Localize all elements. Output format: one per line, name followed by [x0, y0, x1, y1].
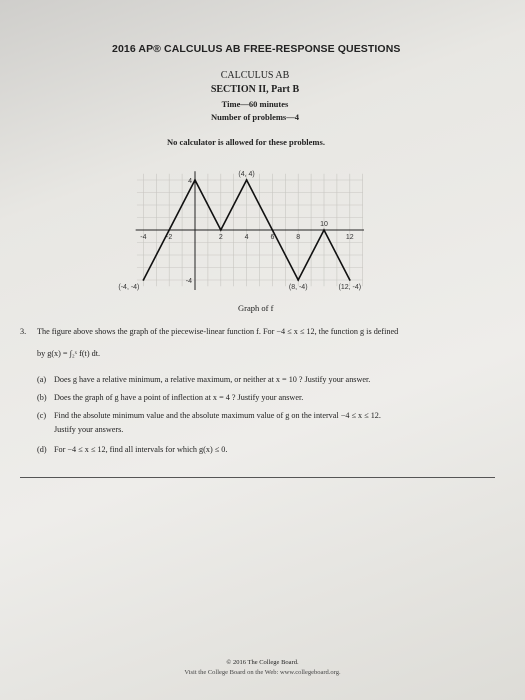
part-c-text: Find the absolute minimum value and the absolute maximum value of g on the interval −4 ≤ x ≤ 12.	[54, 411, 381, 420]
data-point	[323, 229, 325, 231]
question-definition: by g(x) = ∫₂ˣ f(t) dt.	[37, 349, 101, 358]
axes	[136, 171, 364, 290]
calculator-note: No calculator is allowed for these problems.	[167, 137, 325, 147]
part-a-text: Does g have a relative minimum, a relative maximum, or neither at x = 10 ? Justify your answer.	[54, 375, 371, 384]
point-label: (4, 4)	[238, 171, 255, 178]
x-tick-label: -4	[140, 234, 147, 241]
point-label: (8, -4)	[288, 284, 308, 291]
question-intro: The figure above shows the graph of the piecewise-linear function f. For −4 ≤ x ≤ 12, the function g is defined	[37, 327, 399, 336]
x-tick-label: 8	[296, 234, 301, 241]
data-point	[220, 229, 222, 231]
footer-web: Visit the College Board on the Web: www.collegeboard.org.	[184, 669, 341, 676]
point-label: (-4, -4)	[118, 284, 140, 291]
course-name: CALCULUS AB	[220, 70, 290, 81]
x-tick-label: 12	[345, 234, 354, 241]
part-b-label: (b)	[37, 393, 47, 402]
x-tick-label: 2	[218, 234, 223, 241]
part-a-label: (a)	[37, 375, 47, 384]
data-point	[272, 229, 274, 231]
time-label: Time—60 minutes	[221, 99, 289, 109]
y-tick-label: 4	[188, 178, 192, 185]
page-title: 2016 AP® CALCULUS AB FREE-RESPONSE QUESTIONS	[112, 43, 401, 55]
part-d-label: (d)	[37, 445, 47, 454]
footer-copyright: © 2016 The College Board.	[226, 659, 299, 666]
x-tick-label: 4	[244, 234, 249, 241]
divider-rule	[20, 477, 495, 478]
x-tick-label: 10	[320, 221, 328, 228]
problem-count: Number of problems—4	[211, 112, 299, 122]
x-tick-label: -2	[166, 234, 173, 241]
data-point	[297, 279, 299, 281]
part-c-label: (c)	[37, 411, 47, 420]
part-b-text: Does the graph of g have a point of inflection at x = 4 ? Justify your answer.	[54, 393, 304, 402]
data-point	[349, 279, 351, 281]
section-label: SECTION II, Part B	[210, 84, 300, 95]
question-number: 3.	[20, 327, 27, 336]
data-point	[194, 179, 196, 181]
graph-caption: Graph of f	[238, 303, 274, 313]
point-label: (12, -4)	[338, 284, 362, 291]
data-point	[168, 229, 170, 231]
part-c-text-continued: Justify your answers.	[54, 425, 124, 434]
data-point	[246, 179, 248, 181]
y-tick-label: -4	[185, 278, 192, 285]
part-d-text: For −4 ≤ x ≤ 12, find all intervals for which g(x) ≤ 0.	[54, 445, 228, 454]
x-tick-label: 6	[270, 234, 275, 241]
data-point	[143, 279, 145, 281]
